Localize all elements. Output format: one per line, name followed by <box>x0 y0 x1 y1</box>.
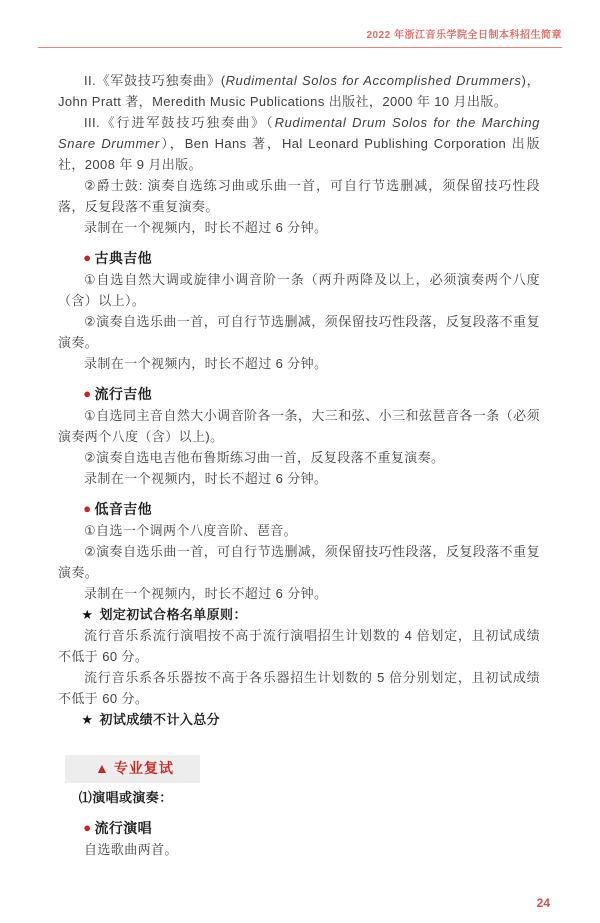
text-segment: ），Ben Hans 著，Hal Leonard Publishing Corporation 出版社，2008 年 9 月出版。 <box>58 136 540 172</box>
numbered-heading-label: ⑴演唱或演奏： <box>78 790 173 805</box>
red-bullet-icon: ● <box>83 386 92 401</box>
paragraph <box>58 217 540 238</box>
text-segment: ②演奏自选乐曲一首，可自行节选删减，须保留技巧性段落，反复段落不重复演奏。 <box>58 544 540 580</box>
numbered-heading <box>58 787 540 808</box>
text-segment: ②演奏自选乐曲一首，可自行节选删减，须保留技巧性段落，反复段落不重复演奏。 <box>58 314 540 350</box>
section-heading-label: 流行演唱 <box>94 820 153 836</box>
section-heading <box>58 238 540 269</box>
subsection-banner-label: 专业复试 <box>113 760 174 776</box>
paragraph <box>58 70 540 112</box>
paragraph <box>58 269 540 311</box>
section-heading-label: 低音吉他 <box>94 501 153 517</box>
text-segment: III.《行进军鼓技巧独奏曲》（ <box>84 115 275 130</box>
text-segment: 流行音乐系流行演唱按不高于流行演唱招生计划数的 4 倍划定，且初试成绩不低于 60 分。 <box>58 628 540 664</box>
triangle-icon: ▲ <box>95 760 109 776</box>
star-note-label: 初试成绩不计入总分 <box>99 712 221 727</box>
header-rule <box>38 47 562 48</box>
text-segment: 自选歌曲两首。 <box>84 842 178 857</box>
italic-english-title: Rudimental Drum Solos for the Marching Snare Drummer <box>58 115 540 151</box>
paragraph <box>58 625 540 667</box>
paragraph <box>58 541 540 583</box>
text-segment: ①自选一个调两个八度音阶、琶音。 <box>84 523 298 538</box>
paragraph <box>58 311 540 353</box>
section-heading <box>58 808 540 839</box>
italic-english-title: Rudimental Solos for Accomplished Drummers <box>225 73 522 88</box>
text-segment: 流行音乐系各乐器按不高于各乐器招生计划数的 5 倍分别划定，且初试成绩不低于 60 分。 <box>58 670 540 706</box>
paragraph <box>58 520 540 541</box>
text-segment: 录制在一个视频内，时长不超过 6 分钟。 <box>84 220 328 235</box>
paragraph <box>58 583 540 604</box>
paragraph <box>58 468 540 489</box>
page-number: 24 <box>536 896 550 910</box>
text-segment: ①自选自然大调或旋律小调音阶一条（两升两降及以上，必须演奏两个八度（含）以上）。 <box>58 272 540 308</box>
star-note <box>58 709 540 730</box>
section-heading <box>58 489 540 520</box>
paragraph <box>58 112 540 175</box>
paragraph <box>58 667 540 709</box>
star-icon: ★ <box>81 607 94 622</box>
text-segment: ②演奏自选电吉他布鲁斯练习曲一首，反复段落不重复演奏。 <box>84 450 445 465</box>
star-note <box>58 604 540 625</box>
paragraph <box>58 839 540 860</box>
text-segment: 录制在一个视频内，时长不超过 6 分钟。 <box>84 356 328 371</box>
text-segment: 录制在一个视频内，时长不超过 6 分钟。 <box>84 586 328 601</box>
red-bullet-icon: ● <box>83 501 92 516</box>
star-note-label: 划定初试合格名单原则： <box>99 607 247 622</box>
text-segment: II.《军鼓技巧独奏曲》( <box>84 73 226 88</box>
text-segment: ①自选同主音自然大小调音阶各一条，大三和弦、小三和弦琶音各一条（必须演奏两个八度（含）以上)。 <box>58 408 540 444</box>
text-segment: ②爵士鼓: 演奏自选练习曲或乐曲一首，可自行节选删减，须保留技巧性段落，反复段落不重复演奏。 <box>58 178 540 214</box>
paragraph <box>58 353 540 374</box>
red-bullet-icon: ● <box>83 250 92 265</box>
paragraph <box>58 447 540 468</box>
text-segment: 录制在一个视频内，时长不超过 6 分钟。 <box>84 471 328 486</box>
red-bullet-icon: ● <box>83 820 92 835</box>
paragraph <box>58 405 540 447</box>
paragraph <box>58 175 540 217</box>
section-heading-label: 古典吉他 <box>94 250 153 266</box>
star-icon: ★ <box>81 712 94 727</box>
section-heading-label: 流行吉他 <box>94 386 153 402</box>
subsection-banner <box>65 755 200 783</box>
text-segment: )，John Pratt 著，Meredith Music Publications 出版社，2000 年 10 月出版。 <box>58 73 541 109</box>
document-body <box>58 70 540 860</box>
section-heading <box>58 374 540 405</box>
document-header-title: 2022 年浙江音乐学院全日制本科招生简章 <box>366 30 562 41</box>
